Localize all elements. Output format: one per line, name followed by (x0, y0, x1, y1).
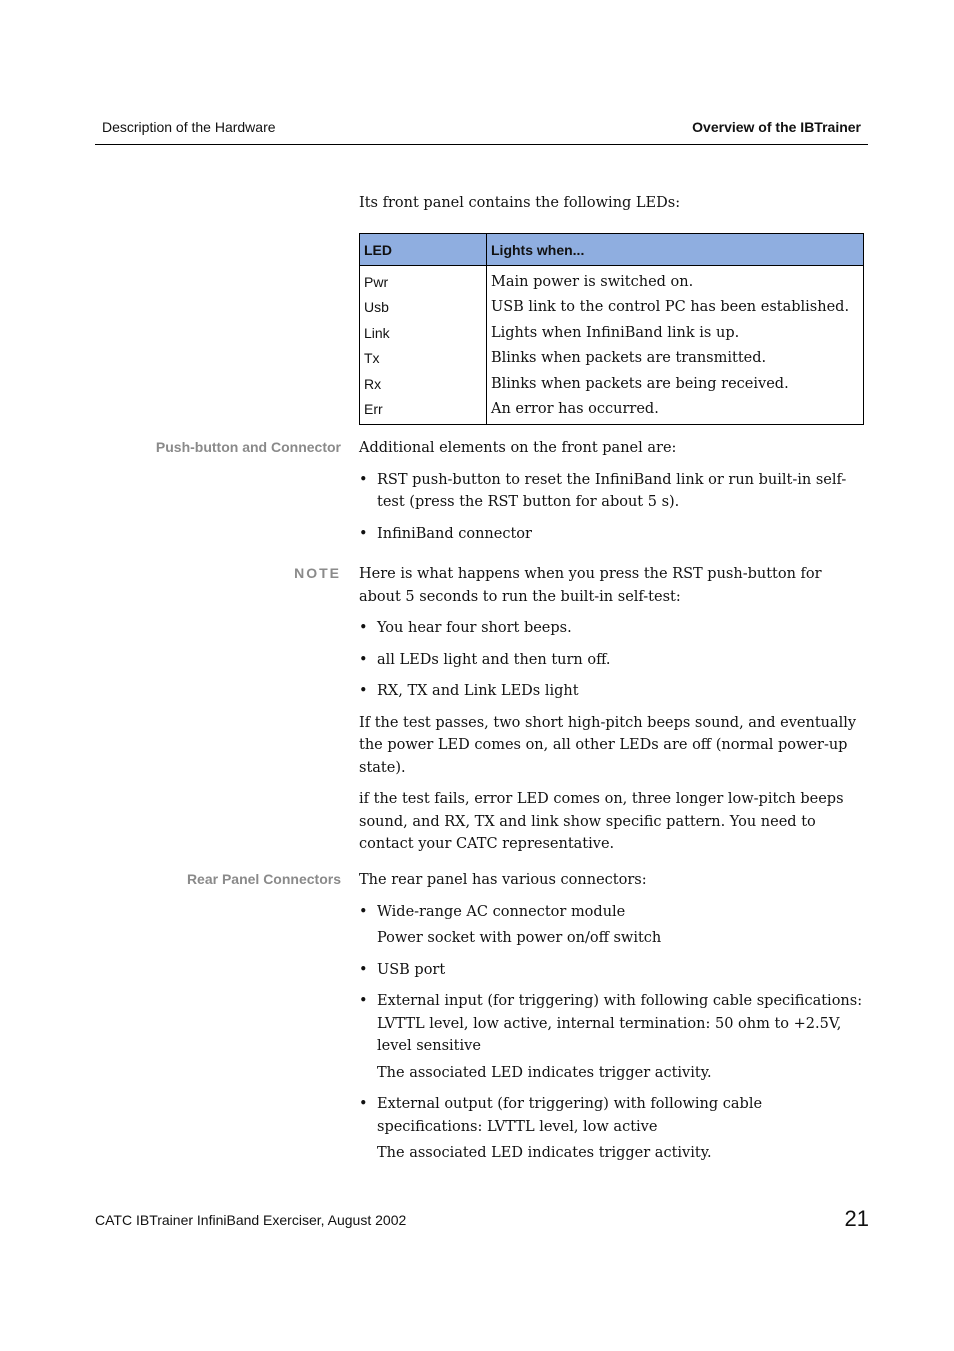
lights-when-col-header: Lights when... (487, 234, 864, 266)
table-row (360, 397, 864, 425)
list-item: • InfiniBand connector (359, 523, 867, 546)
list-item: • RST push-button to reset the InfiniBand link or run built-in self-test (press the RST button for about 5 s). (359, 469, 867, 514)
rear-section (359, 869, 867, 1174)
list-item-text: • Wide-range AC connector module (377, 903, 626, 920)
list-item (359, 990, 867, 1084)
footer-text: CATC IBTrainer InfiniBand Exerciser, August 2002 (95, 1212, 407, 1228)
running-header-section: Description of the Hardware (102, 119, 276, 135)
pushbutton-intro: Additional elements on the front panel are: (359, 440, 677, 456)
pushbutton-list (359, 469, 867, 546)
led-name: Err (360, 397, 487, 425)
list-item-subtext: The associated LED indicates trigger activity. (377, 1145, 712, 1161)
led-table (359, 233, 864, 425)
list-item: • You hear four short beeps. (359, 617, 867, 640)
rear-section-label: Rear Panel Connectors (186, 871, 341, 887)
header-rule (95, 144, 868, 145)
led-description: USB link to the control PC has been established. (487, 295, 864, 321)
led-name: Rx (360, 371, 487, 397)
note-list (359, 617, 867, 703)
rear-list (359, 901, 867, 1165)
list-item-text: • External input (for triggering) with following cable specifications: LVTTL level, low active, internal termination: 50 ohm to +2.5V, level sensitive (377, 993, 863, 1054)
led-description: Main power is switched on. (487, 266, 864, 295)
list-item-subtext: The associated LED indicates trigger activity. (377, 1064, 712, 1081)
led-table-header (360, 234, 864, 266)
list-item (359, 959, 867, 982)
note-pass-text: If the test passes, two short high-pitch beeps sound, and eventually the power LED comes on, all other LEDs are off (normal power-up state). (359, 714, 857, 776)
list-item-subtext: Power socket with power on/off switch (377, 930, 662, 946)
led-intro: Its front panel contains the following LEDs: (359, 195, 681, 211)
led-name: Pwr (360, 266, 487, 295)
list-item (359, 1093, 867, 1165)
table-row (360, 295, 864, 321)
led-name: Usb (360, 295, 487, 321)
led-description: An error has occurred. (487, 397, 864, 425)
list-item-text: • External output (for triggering) with following cable specifications: LVTTL level, low active (377, 1096, 763, 1135)
list-item (359, 901, 867, 950)
pushbutton-section (359, 437, 867, 554)
table-row (360, 320, 864, 346)
running-header-title: Overview of the IBTrainer (692, 119, 861, 135)
list-item-text: • USB port (377, 961, 446, 978)
led-name: Link (360, 320, 487, 346)
page-number: 21 (844, 1206, 869, 1231)
led-col-header: LED (360, 234, 487, 266)
rear-intro: The rear panel has various connectors: (359, 872, 647, 888)
led-description: Blinks when packets are transmitted. (487, 346, 864, 372)
pushbutton-section-label: Push-button and Connector (155, 439, 341, 455)
table-row (360, 266, 864, 295)
led-name: Tx (360, 346, 487, 372)
table-row (360, 346, 864, 372)
note-text: Here is what happens when you press the RST push-button for about 5 seconds to run the built-in self-test: (359, 566, 822, 605)
note-label: NOTE (294, 565, 341, 581)
led-description: Blinks when packets are being received. (487, 371, 864, 397)
list-item: • RX, TX and Link LEDs light (359, 680, 867, 703)
table-row (360, 371, 864, 397)
led-description: Lights when InfiniBand link is up. (487, 320, 864, 346)
note-fail-text: if the test fails, error LED comes on, three longer low-pitch beeps sound, and RX, TX and link show specific pattern. You need to contact your CATC representative. (359, 791, 844, 852)
note-section (359, 563, 867, 856)
list-item: • all LEDs light and then turn off. (359, 649, 867, 672)
